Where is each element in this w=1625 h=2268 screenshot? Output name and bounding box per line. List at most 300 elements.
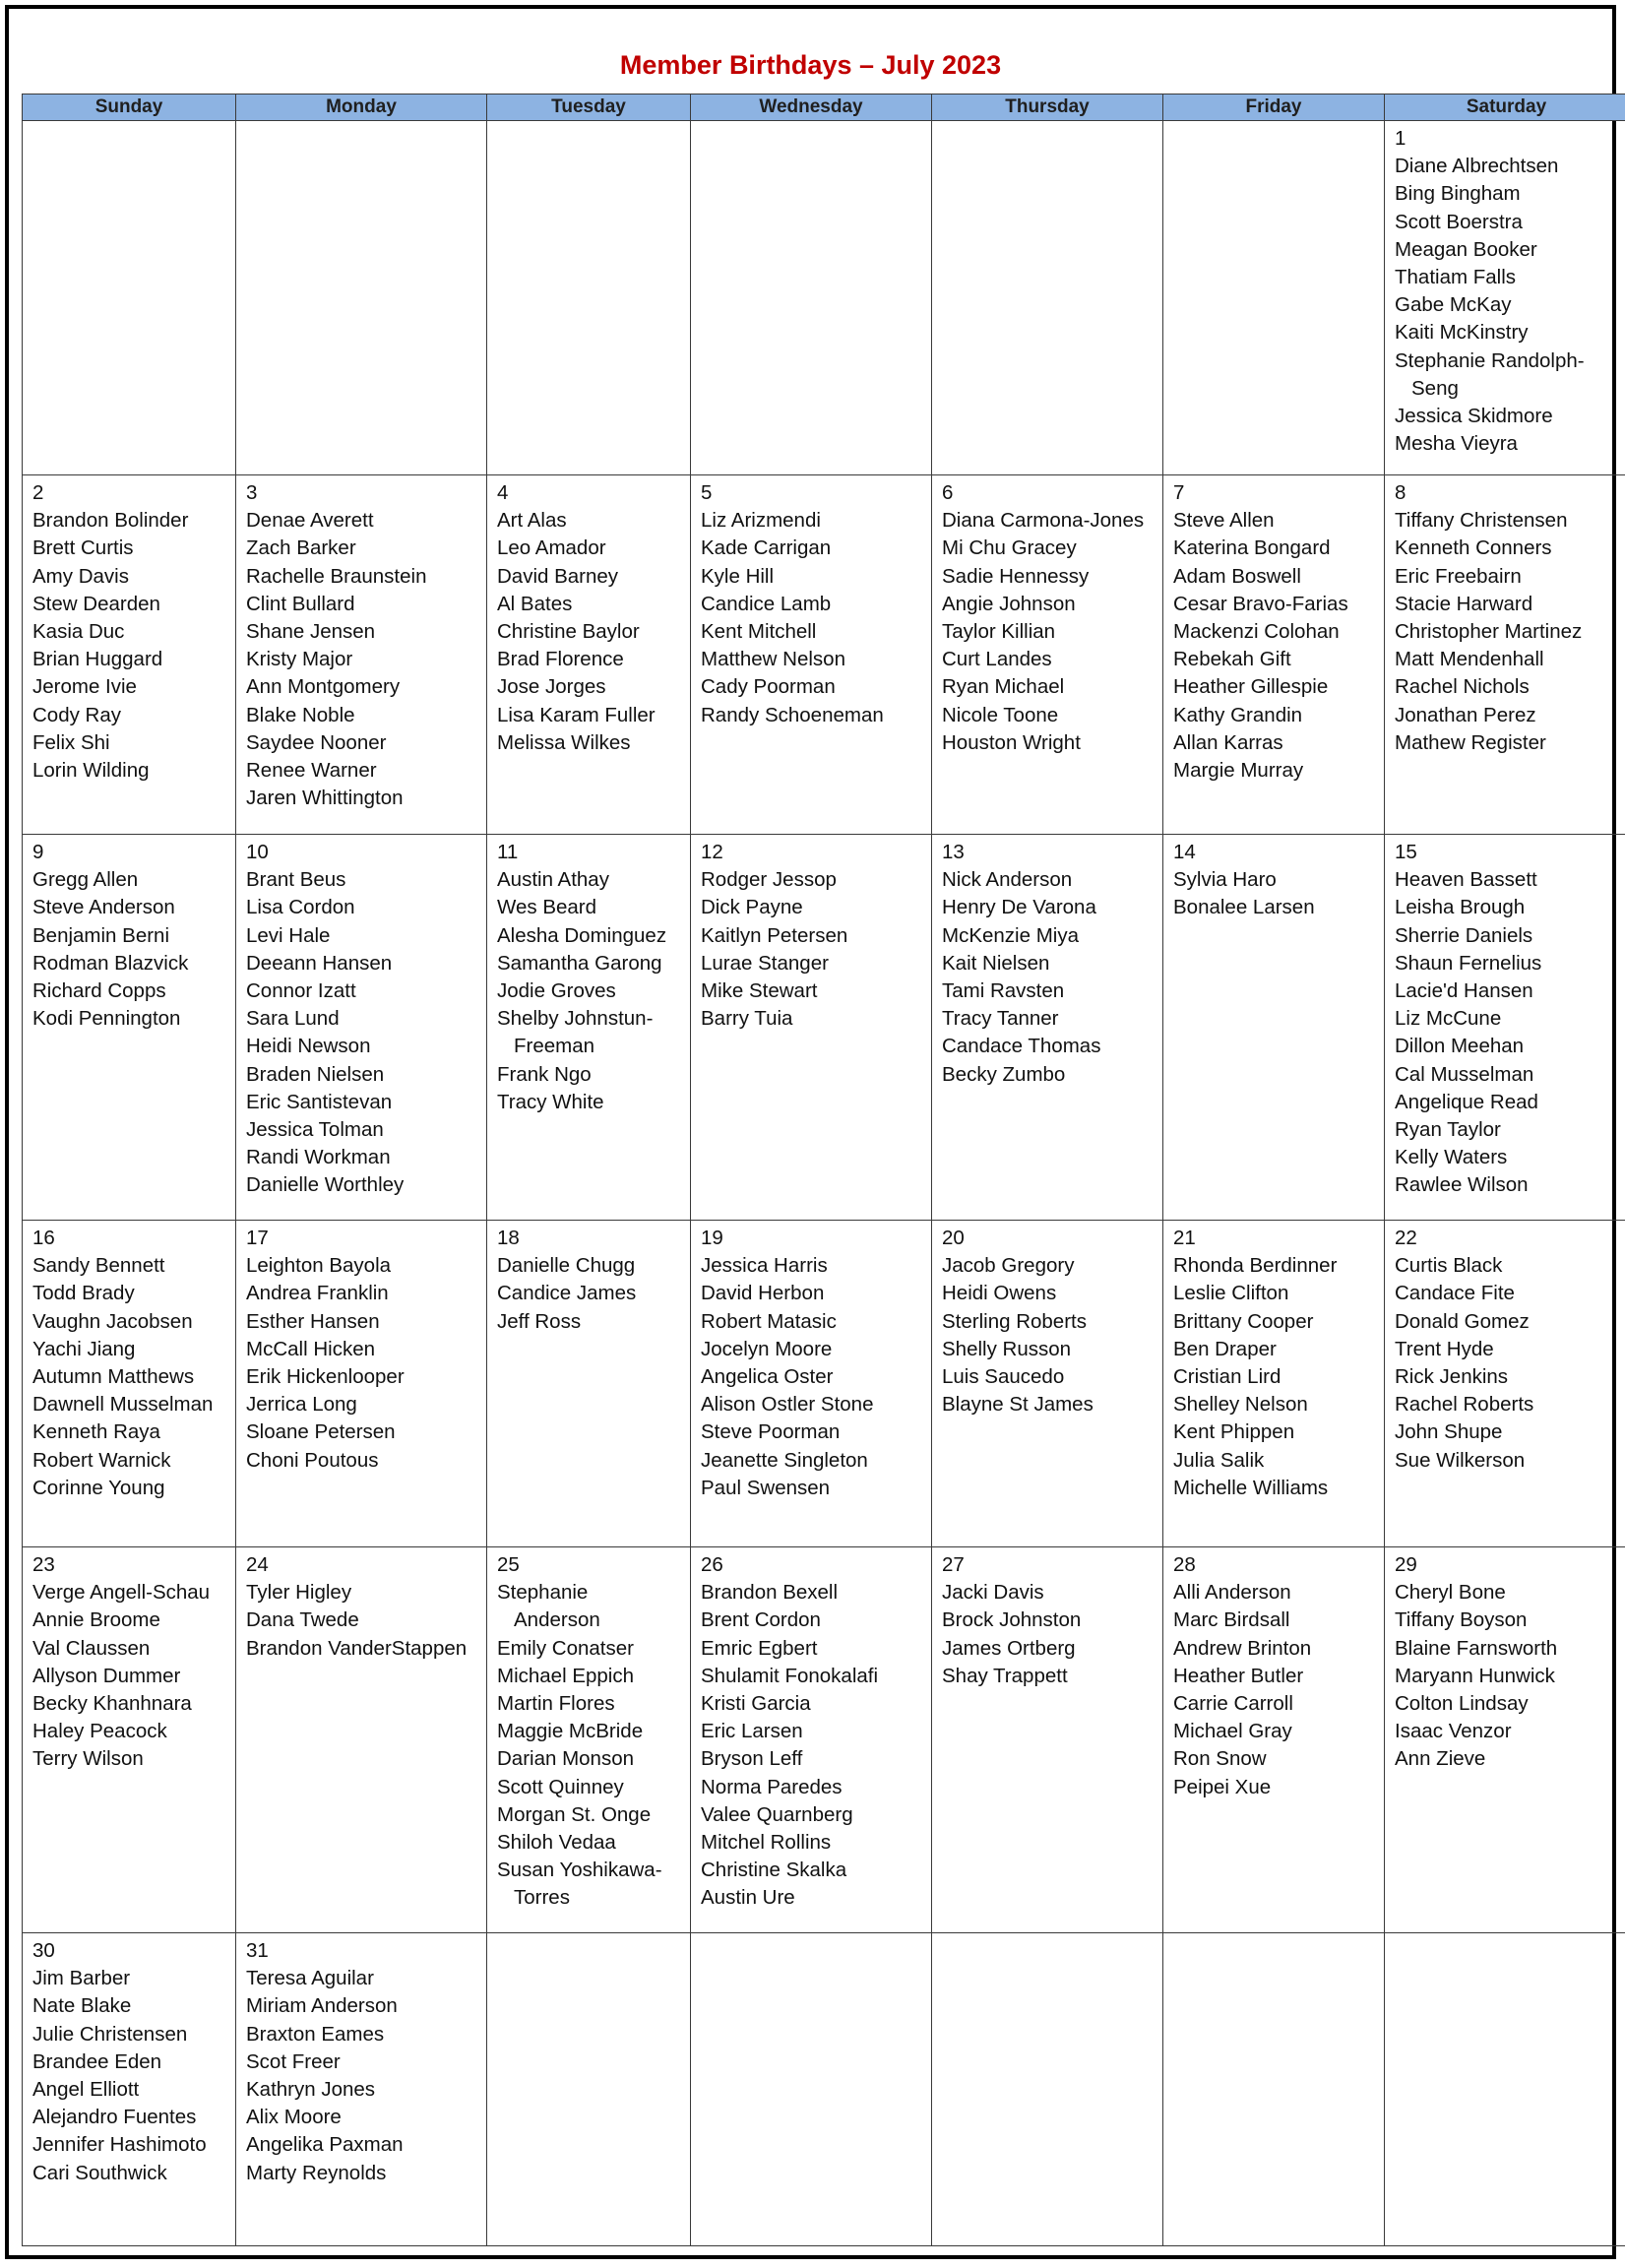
member-name: Amy Davis — [32, 564, 129, 588]
member-name: Melissa Wilkes — [497, 730, 631, 754]
member-name: Mathew Register — [1395, 730, 1546, 754]
day-number: 15 — [1395, 841, 1417, 863]
member-name: Jocelyn Moore — [701, 1337, 833, 1360]
member-name: Brad Florence — [497, 648, 624, 671]
member-name: Paul Swensen — [701, 1476, 831, 1499]
member-name: Cristian Lird — [1173, 1365, 1281, 1389]
day-number: 5 — [701, 481, 713, 504]
member-name: Danielle Chugg — [497, 1254, 636, 1278]
member-name: Erik Hickenlooper — [246, 1365, 405, 1389]
member-name: Dick Payne — [701, 896, 803, 919]
day-cell — [236, 1547, 487, 1933]
member-name: Cheryl Bone — [1395, 1581, 1506, 1605]
member-name: Liz McCune — [1395, 1007, 1502, 1031]
member-name: Ann Montgomery — [246, 675, 401, 699]
member-name: Austin Ure — [701, 1886, 795, 1910]
member-name: Rhonda Berdinner — [1173, 1254, 1338, 1278]
member-name: Rachel Roberts — [1395, 1393, 1534, 1417]
member-name: Candice Lamb — [701, 592, 832, 615]
member-name: Rawlee Wilson — [1395, 1173, 1529, 1197]
member-name: Freeman — [514, 1035, 595, 1058]
member-name: Jerome Ivie — [32, 675, 137, 699]
member-name: Alison Ostler Stone — [701, 1393, 874, 1417]
member-name: Rachelle Braunstein — [246, 564, 427, 588]
member-name: Sloane Petersen — [246, 1420, 396, 1444]
empty-day-cell — [236, 121, 487, 475]
week-row — [23, 121, 1625, 475]
member-name: Liz Arizmendi — [701, 509, 821, 533]
member-name: Jodie Groves — [497, 979, 616, 1003]
member-name: Blayne St James — [942, 1393, 1094, 1417]
week-row — [23, 835, 1625, 1221]
member-name: Shelley Nelson — [1173, 1393, 1308, 1417]
day-cell — [23, 1933, 236, 2246]
member-name: Maggie McBride — [497, 1720, 644, 1743]
member-name: Rodger Jessop — [701, 868, 837, 892]
member-name: Todd Brady — [32, 1282, 135, 1305]
member-name: Candace Thomas — [942, 1035, 1101, 1058]
day-cell — [487, 1221, 691, 1547]
member-name: Ryan Michael — [942, 675, 1065, 699]
member-name: Adam Boswell — [1173, 564, 1301, 588]
member-name: Gabe McKay — [1395, 293, 1512, 317]
member-name: Mackenzi Colohan — [1173, 620, 1340, 644]
member-name: Jerrica Long — [246, 1393, 357, 1417]
day-number: 20 — [942, 1227, 965, 1249]
member-name: Brian Huggard — [32, 648, 163, 671]
member-name: Scott Quinney — [497, 1775, 624, 1798]
member-name: Brent Cordon — [701, 1608, 821, 1632]
member-name: Susan Yoshikawa- — [497, 1858, 662, 1882]
day-number: 22 — [1395, 1227, 1417, 1249]
member-name: Jessica Tolman — [246, 1118, 384, 1142]
member-name: Colton Lindsay — [1395, 1692, 1529, 1716]
member-name: Bing Bingham — [1395, 182, 1521, 206]
day-number: 19 — [701, 1227, 723, 1249]
member-name: Tracy White — [497, 1090, 604, 1113]
day-number: 24 — [246, 1553, 269, 1576]
member-name: Deeann Hansen — [246, 951, 393, 975]
member-name: Michael Eppich — [497, 1664, 635, 1687]
member-name: Leisha Brough — [1395, 896, 1526, 919]
member-name: Allyson Dummer — [32, 1664, 181, 1687]
day-cell — [1385, 1547, 1625, 1933]
member-name: Ann Zieve — [1395, 1747, 1486, 1771]
member-name: Candice James — [497, 1282, 637, 1305]
member-name: Jacob Gregory — [942, 1254, 1075, 1278]
day-cell — [1163, 835, 1385, 1221]
member-name: Allan Karras — [1173, 730, 1283, 754]
member-name: Sterling Roberts — [942, 1309, 1087, 1333]
member-name: Shelby Johnstun- — [497, 1007, 654, 1031]
member-name: Val Claussen — [32, 1636, 151, 1660]
empty-day-cell — [23, 121, 236, 475]
day-number: 8 — [1395, 481, 1406, 504]
member-name: Terry Wilson — [32, 1747, 144, 1771]
member-name: Randy Schoeneman — [701, 703, 884, 726]
member-name: McCall Hicken — [246, 1337, 375, 1360]
member-name: Verge Angell-Schau — [32, 1581, 211, 1605]
day-number: 29 — [1395, 1553, 1417, 1576]
day-number: 31 — [246, 1939, 269, 1962]
member-name: Emric Egbert — [701, 1636, 818, 1660]
member-name: Tracy Tanner — [942, 1007, 1059, 1031]
empty-day-cell — [487, 1933, 691, 2246]
member-name: Matt Mendenhall — [1395, 648, 1544, 671]
week-row — [23, 1547, 1625, 1933]
member-name: David Herbon — [701, 1282, 825, 1305]
member-name: Jeff Ross — [497, 1309, 582, 1333]
member-name: Brandon Bolinder — [32, 509, 189, 533]
member-name: Tyler Higley — [246, 1581, 352, 1605]
weekday-header: Friday — [1163, 94, 1385, 121]
member-name: Darian Monson — [497, 1747, 635, 1771]
member-name: Kenneth Raya — [32, 1420, 160, 1444]
member-name: Austin Athay — [497, 868, 609, 892]
calendar-table — [22, 94, 1625, 2246]
member-name: Seng — [1411, 376, 1459, 400]
member-name: Braden Nielsen — [246, 1062, 385, 1086]
member-name: Sara Lund — [246, 1007, 340, 1031]
member-name: Norma Paredes — [701, 1775, 843, 1798]
member-name: Margie Murray — [1173, 759, 1304, 783]
day-cell — [932, 1547, 1163, 1933]
member-name: Jennifer Hashimoto — [32, 2133, 207, 2157]
member-name: Leighton Bayola — [246, 1254, 392, 1278]
member-name: Ryan Taylor — [1395, 1118, 1501, 1142]
day-cell — [236, 835, 487, 1221]
day-number: 11 — [497, 841, 519, 863]
member-name: Matthew Nelson — [701, 648, 845, 671]
member-name: John Shupe — [1395, 1420, 1503, 1444]
day-number: 26 — [701, 1553, 723, 1576]
member-name: Morgan St. Onge — [497, 1802, 652, 1826]
member-name: Rodman Blazvick — [32, 951, 189, 975]
member-name: Danielle Worthley — [246, 1173, 405, 1197]
member-name: Annie Broome — [32, 1608, 160, 1632]
member-name: Brandon VanderStappen — [246, 1636, 468, 1660]
member-name: Donald Gomez — [1395, 1309, 1530, 1333]
member-name: Blake Noble — [246, 703, 355, 726]
weekday-header: Thursday — [932, 94, 1163, 121]
weekday-header: Sunday — [23, 94, 236, 121]
member-name: Dillon Meehan — [1395, 1035, 1525, 1058]
page-title: Member Birthdays – July 2023 — [619, 50, 1002, 80]
member-name: Heather Gillespie — [1173, 675, 1329, 699]
member-name: Trent Hyde — [1395, 1337, 1494, 1360]
member-name: Curtis Black — [1395, 1254, 1503, 1278]
member-name: Clint Bullard — [246, 592, 355, 615]
member-name: Anderson — [514, 1608, 600, 1632]
member-name: Mitchel Rollins — [701, 1831, 832, 1855]
member-name: Lacie'd Hansen — [1395, 979, 1533, 1003]
member-name: Nate Blake — [32, 1994, 132, 2018]
member-name: Kodi Pennington — [32, 1007, 181, 1031]
member-name: Jeanette Singleton — [701, 1448, 868, 1472]
member-name: Levi Hale — [246, 923, 331, 947]
day-cell — [487, 835, 691, 1221]
member-name: Julia Salik — [1173, 1448, 1265, 1472]
member-name: Jose Jorges — [497, 675, 606, 699]
member-name: Dana Twede — [246, 1608, 359, 1632]
member-name: Tiffany Christensen — [1395, 509, 1568, 533]
member-name: Brock Johnston — [942, 1608, 1082, 1632]
day-number: 4 — [497, 481, 509, 504]
day-number: 28 — [1173, 1553, 1196, 1576]
day-cell — [691, 475, 932, 835]
member-name: Peipei Xue — [1173, 1775, 1272, 1798]
member-name: Shay Trappett — [942, 1664, 1068, 1687]
weekday-header-row — [23, 94, 1625, 121]
weekday-header: Monday — [236, 94, 487, 121]
member-name: Denae Averett — [246, 509, 374, 533]
day-number: 9 — [32, 841, 44, 863]
member-name: Gregg Allen — [32, 868, 139, 892]
member-name: Blaine Farnsworth — [1395, 1636, 1558, 1660]
day-number: 3 — [246, 481, 258, 504]
member-name: Eric Freebairn — [1395, 564, 1522, 588]
empty-day-cell — [1163, 1933, 1385, 2246]
member-name: Torres — [514, 1886, 570, 1910]
member-name: Andrew Brinton — [1173, 1636, 1312, 1660]
calendar-page — [5, 5, 1616, 2259]
member-name: Cari Southwick — [32, 2161, 167, 2184]
member-name: Zach Barker — [246, 536, 356, 560]
member-name: Angel Elliott — [32, 2078, 140, 2102]
member-name: Sue Wilkerson — [1395, 1448, 1526, 1472]
member-name: Stephanie — [497, 1581, 589, 1605]
day-cell — [1385, 475, 1625, 835]
member-name: Cal Musselman — [1395, 1062, 1534, 1086]
member-name: Kaitlyn Petersen — [701, 923, 848, 947]
member-name: Angelika Paxman — [246, 2133, 404, 2157]
day-number: 7 — [1173, 481, 1185, 504]
member-name: Art Alas — [497, 509, 567, 533]
day-cell — [236, 1221, 487, 1547]
week-row — [23, 1221, 1625, 1547]
member-name: Corinne Young — [32, 1476, 165, 1499]
member-name: Frank Ngo — [497, 1062, 592, 1086]
member-name: Isaac Venzor — [1395, 1720, 1512, 1743]
member-name: Kristy Major — [246, 648, 353, 671]
member-name: Kristi Garcia — [701, 1692, 811, 1716]
member-name: Bonalee Larsen — [1173, 896, 1315, 919]
day-cell — [487, 1547, 691, 1933]
member-name: Mike Stewart — [701, 979, 818, 1003]
member-name: Michael Gray — [1173, 1720, 1292, 1743]
member-name: Vaughn Jacobsen — [32, 1309, 193, 1333]
member-name: Benjamin Berni — [32, 923, 170, 947]
day-cell — [932, 475, 1163, 835]
member-name: Diana Carmona-Jones — [942, 509, 1145, 533]
member-name: Alix Moore — [246, 2106, 342, 2129]
member-name: Kathryn Jones — [246, 2078, 376, 2102]
day-cell — [23, 1221, 236, 1547]
member-name: Cady Poorman — [701, 675, 836, 699]
day-cell — [1385, 835, 1625, 1221]
member-name: David Barney — [497, 564, 619, 588]
member-name: Robert Matasic — [701, 1309, 837, 1333]
member-name: Lorin Wilding — [32, 759, 150, 783]
member-name: Tami Ravsten — [942, 979, 1065, 1003]
member-name: Luis Saucedo — [942, 1365, 1065, 1389]
day-number: 14 — [1173, 841, 1196, 863]
member-name: Kaiti McKinstry — [1395, 321, 1529, 345]
member-name: Braxton Eames — [246, 2022, 385, 2046]
member-name: Alejandro Fuentes — [32, 2106, 197, 2129]
member-name: Valee Quarnberg — [701, 1802, 853, 1826]
member-name: Carrie Carroll — [1173, 1692, 1293, 1716]
member-name: Jessica Skidmore — [1395, 405, 1553, 428]
member-name: Shulamit Fonokalafi — [701, 1664, 879, 1687]
day-cell — [691, 1221, 932, 1547]
member-name: Lisa Cordon — [246, 896, 355, 919]
day-cell — [23, 475, 236, 835]
member-name: Lurae Stanger — [701, 951, 829, 975]
empty-day-cell — [691, 1933, 932, 2246]
member-name: Henry De Varona — [942, 896, 1096, 919]
member-name: Shiloh Vedaa — [497, 1831, 616, 1855]
empty-day-cell — [932, 121, 1163, 475]
day-number: 17 — [246, 1227, 269, 1249]
member-name: Barry Tuia — [701, 1007, 793, 1031]
member-name: Andrea Franklin — [246, 1282, 389, 1305]
day-cell — [1385, 121, 1625, 475]
member-name: Heidi Newson — [246, 1035, 371, 1058]
empty-day-cell — [1385, 1933, 1625, 2246]
member-name: Stacie Harward — [1395, 592, 1533, 615]
member-name: Thatiam Falls — [1395, 266, 1517, 289]
member-name: Christopher Martinez — [1395, 620, 1583, 644]
day-cell — [23, 1547, 236, 1933]
member-name: Mi Chu Gracey — [942, 536, 1077, 560]
member-name: Marc Birdsall — [1173, 1608, 1290, 1632]
member-name: Meagan Booker — [1395, 237, 1537, 261]
member-name: Cody Ray — [32, 703, 122, 726]
member-name: Kelly Waters — [1395, 1146, 1508, 1169]
member-name: Esther Hansen — [246, 1309, 380, 1333]
member-name: Kasia Duc — [32, 620, 125, 644]
member-name: Houston Wright — [942, 730, 1081, 754]
member-name: Becky Khanhnara — [32, 1692, 192, 1716]
day-cell — [932, 835, 1163, 1221]
day-cell — [1163, 1547, 1385, 1933]
member-name: Kyle Hill — [701, 564, 775, 588]
day-number: 2 — [32, 481, 44, 504]
member-name: Stephanie Randolph- — [1395, 348, 1585, 372]
weekday-header: Saturday — [1385, 94, 1625, 121]
member-name: James Ortberg — [942, 1636, 1076, 1660]
day-cell — [932, 1221, 1163, 1547]
member-name: Christine Baylor — [497, 620, 640, 644]
member-name: Julie Christensen — [32, 2022, 188, 2046]
member-name: Heather Butler — [1173, 1664, 1304, 1687]
member-name: Scott Boerstra — [1395, 210, 1523, 233]
member-name: Becky Zumbo — [942, 1062, 1066, 1086]
member-name: Nick Anderson — [942, 868, 1073, 892]
member-name: Katerina Bongard — [1173, 536, 1331, 560]
member-name: Steve Poorman — [701, 1420, 841, 1444]
member-name: Eric Larsen — [701, 1720, 803, 1743]
member-name: Heaven Bassett — [1395, 868, 1537, 892]
empty-day-cell — [691, 121, 932, 475]
member-name: Dawnell Musselman — [32, 1393, 214, 1417]
day-number: 16 — [32, 1227, 55, 1249]
member-name: Lisa Karam Fuller — [497, 703, 656, 726]
day-cell — [23, 835, 236, 1221]
member-name: Miriam Anderson — [246, 1994, 398, 2018]
member-name: Angelica Oster — [701, 1365, 834, 1389]
member-name: Brett Curtis — [32, 536, 134, 560]
day-number: 10 — [246, 841, 269, 863]
weekday-header: Tuesday — [487, 94, 691, 121]
member-name: Ron Snow — [1173, 1747, 1267, 1771]
day-cell — [1163, 475, 1385, 835]
day-number: 25 — [497, 1553, 520, 1576]
member-name: Emily Conatser — [497, 1636, 634, 1660]
member-name: Marty Reynolds — [246, 2161, 387, 2184]
member-name: Maryann Hunwick — [1395, 1664, 1555, 1687]
member-name: Samantha Garong — [497, 951, 662, 975]
empty-day-cell — [1163, 121, 1385, 475]
member-name: Curt Landes — [942, 648, 1052, 671]
member-name: Richard Copps — [32, 979, 166, 1003]
member-name: Sylvia Haro — [1173, 868, 1277, 892]
member-name: Christine Skalka — [701, 1858, 847, 1882]
member-name: Yachi Jiang — [32, 1337, 136, 1360]
member-name: Jessica Harris — [701, 1254, 828, 1278]
empty-day-cell — [932, 1933, 1163, 2246]
day-number: 6 — [942, 481, 954, 504]
member-name: Al Bates — [497, 592, 573, 615]
member-name: Alesha Dominguez — [497, 923, 667, 947]
member-name: Jim Barber — [32, 1967, 131, 1990]
member-name: Brant Beus — [246, 868, 346, 892]
member-name: Michelle Williams — [1173, 1476, 1329, 1499]
member-name: Choni Poutous — [246, 1448, 379, 1472]
member-name: Martin Flores — [497, 1692, 615, 1716]
member-name: Brittany Cooper — [1173, 1309, 1314, 1333]
member-name: Kade Carrigan — [701, 536, 832, 560]
member-name: Stew Dearden — [32, 592, 160, 615]
day-cell — [236, 475, 487, 835]
member-name: Leslie Clifton — [1173, 1282, 1289, 1305]
day-number: 12 — [701, 841, 723, 863]
member-name: Brandee Eden — [32, 2049, 162, 2073]
member-name: Teresa Aguilar — [246, 1967, 374, 1990]
member-name: Sadie Hennessy — [942, 564, 1090, 588]
member-name: Mesha Vieyra — [1395, 432, 1518, 456]
member-name: Steve Allen — [1173, 509, 1275, 533]
day-number: 13 — [942, 841, 965, 863]
day-cell — [1163, 1221, 1385, 1547]
member-name: Shane Jensen — [246, 620, 376, 644]
member-name: Ben Draper — [1173, 1337, 1277, 1360]
member-name: Kathy Grandin — [1173, 703, 1303, 726]
day-cell — [1385, 1221, 1625, 1547]
day-cell — [691, 835, 932, 1221]
member-name: Jacki Davis — [942, 1581, 1044, 1605]
member-name: Kait Nielsen — [942, 951, 1050, 975]
week-row — [23, 1933, 1625, 2246]
member-name: Steve Anderson — [32, 896, 175, 919]
day-cell — [236, 1933, 487, 2246]
member-name: Diane Albrechtsen — [1395, 155, 1559, 178]
member-name: Jaren Whittington — [246, 787, 404, 810]
day-number: 30 — [32, 1939, 55, 1962]
day-number: 1 — [1395, 127, 1406, 150]
member-name: Haley Peacock — [32, 1720, 167, 1743]
